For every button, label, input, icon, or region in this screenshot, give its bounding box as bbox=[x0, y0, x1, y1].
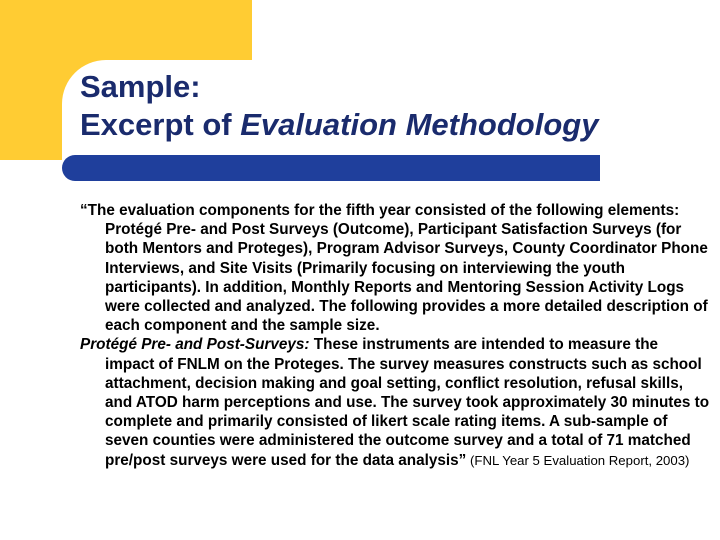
citation: (FNL Year 5 Evaluation Report, 2003) bbox=[466, 452, 690, 468]
title-underline-bar bbox=[62, 155, 600, 181]
slide-body bbox=[80, 201, 710, 470]
paragraph-body: These instruments are intended to measure the impact of FNLM on the Proteges. The survey measures constructs such as school attachment, decision making and goal setting, conflict resolution, refusal skills, and ATOD harm perceptions and use. The survey took approximately 30 minutes to complete and primarily consisted of likert scale rating items. A sub-sample of seven counties were administered the outcome survey and a total of 71 matched pre/post surveys were used for the data analysis” bbox=[105, 336, 710, 469]
paragraph-protege-surveys bbox=[80, 335, 710, 469]
slide-title bbox=[80, 68, 598, 144]
title-line-2-prefix: Excerpt of bbox=[80, 107, 241, 142]
title-line-1: Sample: bbox=[80, 69, 201, 104]
title-line-2-italic: Evaluation Methodology bbox=[240, 107, 599, 142]
paragraph-lead-term: Protégé Pre- and Post-Surveys: bbox=[80, 336, 310, 354]
paragraph-evaluation-components: “The evaluation components for the fifth year consisted of the following elements: Protégé Pre- and Post Surveys (Outcome), Participant Satisfaction Surveys (for both Mentors and Proteges), Program Advisor Surveys, County Coordinator Phone Interviews, and Site Visits (Primarily focusing on interviewing the youth participants). In addition, Monthly Reports and Mentoring Session Activity Logs were collected and analyzed. The following provides a more detailed description of each component and the sample size. bbox=[80, 202, 708, 335]
